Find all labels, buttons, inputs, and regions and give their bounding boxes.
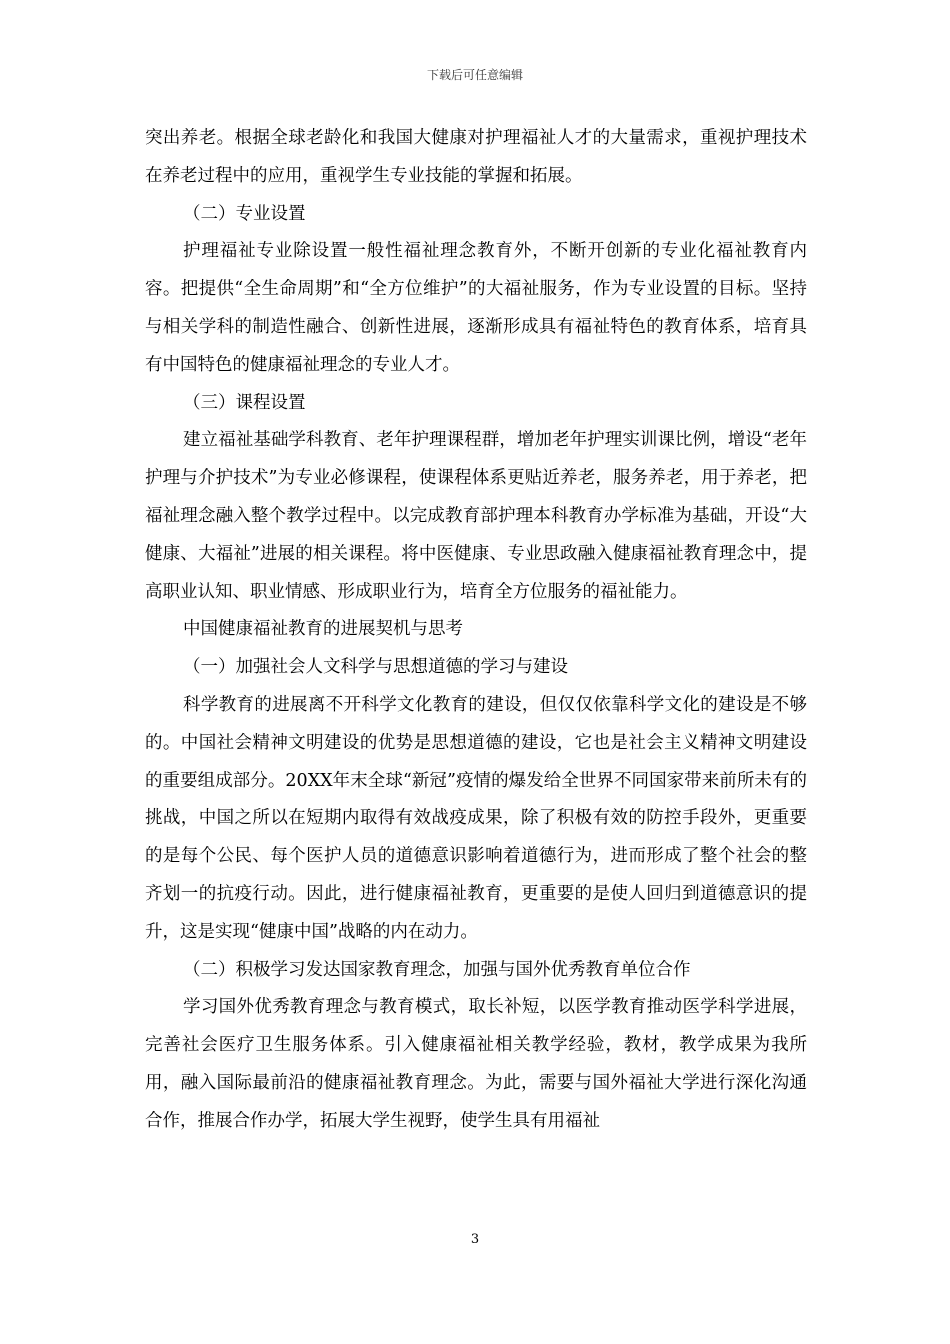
section-heading: 中国健康福祉教育的进展契机与思考 [183,619,463,640]
body-paragraph: 学习国外优秀教育理念与教育模式，取长补短，以医学教育推动医学科学进展，完善社会医疗卫生服务体系。引入健康福祉相关教学经验，教材，教学成果为我所用，融入国际最前沿的健康福祉教育理念。为此，需要与国外福祉大学进行深化沟通合作，推展合作办学，拓展大学生视野，使学生具有用福祉 [145,997,807,1131]
document-body [145,120,807,1141]
body-paragraph: 建立福祉基础学科教育、老年护理课程群，增加老年护理实训课比例，增设“老年护理与介护技术”为专业必修课程，使课程体系更贴近养老，服务养老，用于养老，把福祉理念融入整个教学过程中。以完成教育部护理本科教育办学标准为基础，开设“大健康、大福祉”进展的相关课程。将中医健康、专业思政融入健康福祉教育理念中，提高职业认知、职业情感、形成职业行为，培育全方位服务的福祉能力。 [145,430,807,602]
section-subheading: （二）积极学习发达国家教育理念，加强与国外优秀教育单位合作 [183,959,691,980]
body-paragraph: 科学教育的进展离不开科学文化教育的建设，但仅仅依靠科学文化的建设是不够的。中国社会精神文明建设的优势是思想道德的建设，它也是社会主义精神文明建设的重要组成部分。20XX年末全球“新冠”疫情的爆发给全世界不同国家带来前所未有的挑战，中国之所以在短期内取得有效战疫成果，除了积极有效的防控手段外，更重要的是每个公民、每个医护人员的道德意识影响着道德行为，进而形成了整个社会的整齐划一的抗疫行动。因此，进行健康福祉教育，更重要的是使人回归到道德意识的提升，这是实现“健康中国”战略的内在动力。 [145,694,807,942]
body-paragraph: 护理福祉专业除设置一般性福祉理念教育外，不断开创新的专业化福祉教育内容。把提供“全生命周期”和“全方位维护”的大福祉服务，作为专业设置的目标。坚持与相关学科的制造性融合、创新性进展，逐渐形成具有福祉特色的教育体系，培育具有中国特色的健康福祉理念的专业人才。 [145,241,807,375]
section-subheading: （一）加强社会人文科学与思想道德的学习与建设 [183,657,568,678]
page-header: 下载后可任意编辑 [426,68,523,82]
section-subheading: （二）专业设置 [183,203,306,224]
section-subheading: （三）课程设置 [183,392,306,413]
body-paragraph: 突出养老。根据全球老龄化和我国大健康对护理福祉人才的大量需求，重视护理技术在养老过程中的应用，重视学生专业技能的掌握和拓展。 [145,128,807,186]
page-number: 3 [470,1232,480,1247]
